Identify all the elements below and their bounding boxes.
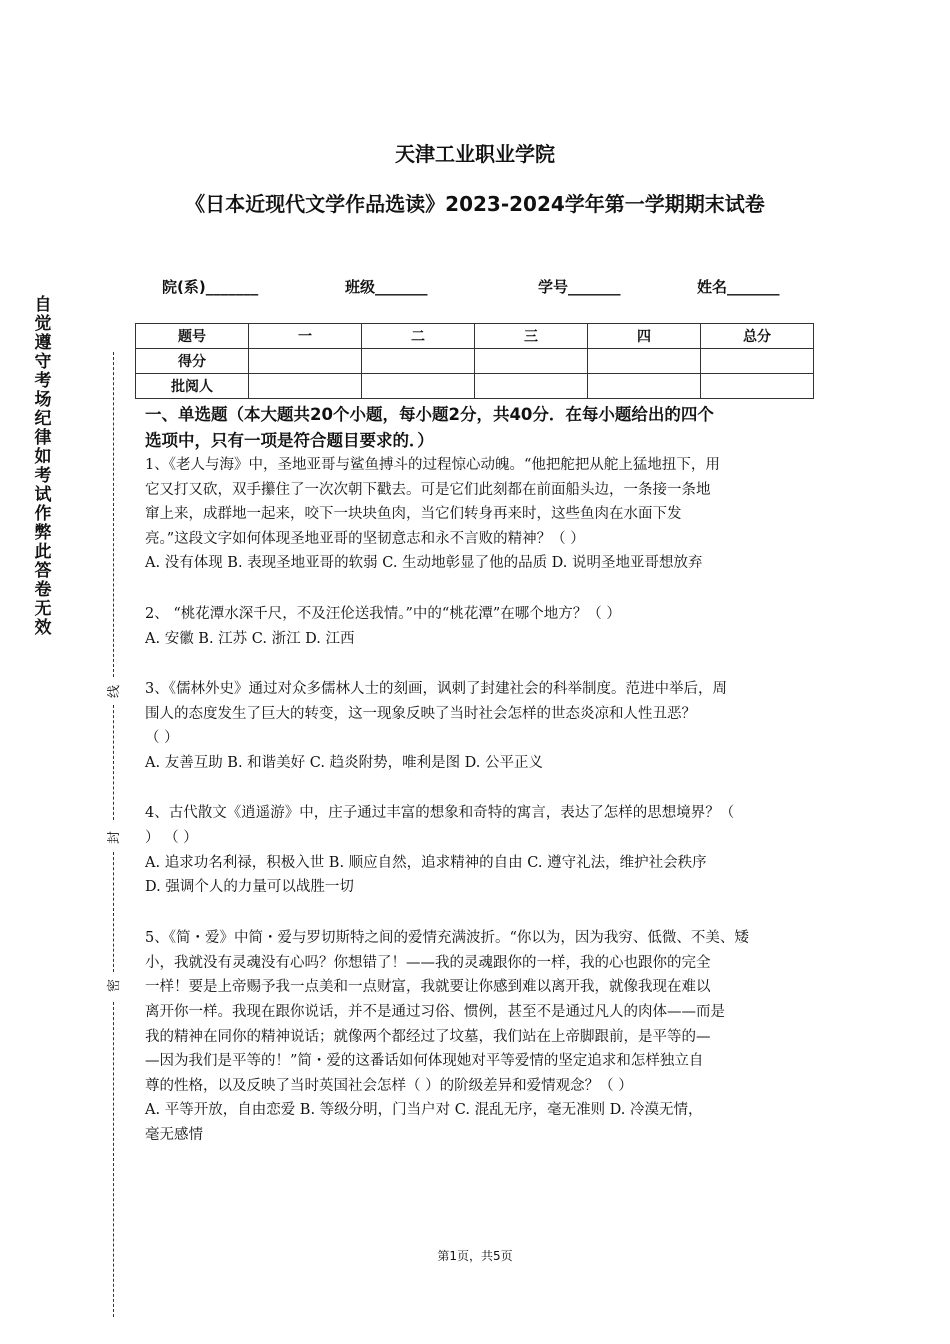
question-5-line: —因为我们是平等的！”简・爱的这番话如何体现她对平等爱情的坚定追求和怎样独立自 [145, 1053, 704, 1069]
exam-discipline-notice: 自觉遵守考场纪律如考试作弊此答卷无效 [34, 295, 52, 638]
question-5-line: 一样！要是上帝赐予我一点美和一点财富，我就要让你感到难以离开我，就像我现在难以 [145, 979, 711, 995]
question-5-line: 毫无感情 [145, 1127, 203, 1143]
section-heading: 一、单选题（本大题共20个小题，每小题2分，共40分．在每小题给出的四个 [145, 405, 714, 424]
question-5-line: 离开你一样。我现在跟你说话，并不是通过习俗、惯例，甚至不是通过凡人的肉体——而是 [145, 1004, 725, 1020]
question-4-line: 4、古代散文《逍遥游》中，庄子通过丰富的想象和奇特的寓言，表达了怎样的思想境界？（ [145, 805, 735, 821]
seal-label-seal: 封 [107, 830, 123, 845]
seal-label-secret: 密 [107, 978, 123, 993]
question-3-line: 围人的态度发生了巨大的转变，这一现象反映了当时社会怎样的世态炎凉和人性丑恶？ [145, 706, 696, 722]
score-cell [475, 349, 588, 374]
table-header-cell: 题号 [136, 324, 249, 349]
binding-line [113, 1002, 114, 1317]
binding-line [113, 852, 114, 972]
question-5-line: 小，我就没有灵魂没有心吗？你想错了！——我的灵魂跟你的一样，我的心也跟你的完全 [145, 955, 711, 971]
exam-title: 《日本近现代文学作品选读》2023-2024学年第一学期期末试卷 [185, 192, 765, 216]
question-5-line: 我的精神在同你的精神说话；就像两个都经过了坟墓，我们站在上帝脚跟前，是平等的— [145, 1029, 711, 1045]
grader-cell [249, 374, 362, 399]
table-header-cell: 总分 [701, 324, 814, 349]
question-2-line: A. 安徽 B. 江苏 C. 浙江 D. 江西 [145, 631, 355, 647]
question-5-line: 5、《简・爱》中简・爱与罗切斯特之间的爱情充满波折。“你以为，因为我穷、低微、不美、矮 [145, 930, 749, 946]
school-name: 天津工业职业学院 [395, 142, 555, 166]
grader-cell [362, 374, 475, 399]
binding-line [113, 352, 114, 677]
score-cell [362, 349, 475, 374]
grader-cell [475, 374, 588, 399]
question-3-line: A. 友善互助 B. 和谐美好 C. 趋炎附势，唯利是图 D. 公平正义 [145, 755, 544, 771]
row-label: 批阅人 [136, 374, 249, 399]
question-3-line: （ ） [145, 730, 179, 746]
score-cell [249, 349, 362, 374]
table-header-cell: 一 [249, 324, 362, 349]
grader-cell [588, 374, 701, 399]
score-cell [588, 349, 701, 374]
grader-cell [701, 374, 814, 399]
question-3-line: 3、《儒林外史》通过对众多儒林人士的刻画，讽刺了封建社会的科举制度。范进中举后，周 [145, 681, 727, 697]
name-field: 姓名_______ [697, 278, 780, 296]
seal-label-line: 线 [107, 684, 123, 699]
class-field: 班级_______ [345, 278, 428, 296]
binding-line [113, 705, 114, 820]
table-row [136, 349, 814, 374]
question-1-line: 亮。”这段文字如何体现圣地亚哥的坚韧意志和永不言败的精神？（ ） [145, 531, 585, 547]
table-row [136, 324, 814, 349]
question-5-line: A. 平等开放，自由恋爱 B. 等级分明，门当户对 C. 混乱无序，毫无准则 D. 冷漠无情， [145, 1102, 703, 1118]
table-header-cell: 四 [588, 324, 701, 349]
row-label: 得分 [136, 349, 249, 374]
section-heading: 选项中，只有一项是符合题目要求的．） [145, 431, 434, 450]
question-2-line: 2、 “桃花潭水深千尺，不及汪伦送我情。”中的“桃花潭”在哪个地方？（ ） [145, 606, 621, 622]
question-4-line: D. 强调个人的力量可以战胜一切 [145, 879, 354, 895]
question-1-line: A. 没有体现 B. 表现圣地亚哥的软弱 C. 生动地彰显了他的品质 D. 说明圣地亚哥想放弃 [145, 555, 703, 571]
question-1-line: 1、《老人与海》中，圣地亚哥与鲨鱼搏斗的过程惊心动魄。“他把舵把从舵上猛地扭下，用 [145, 457, 720, 473]
question-1-line: 窜上来，成群地一起来，咬下一块块鱼肉，当它们转身再来时，这些鱼肉在水面下发 [145, 506, 682, 522]
page-footer: 第1页，共5页 [437, 1249, 513, 1263]
dept-field: 院(系)_______ [162, 278, 259, 296]
table-header-cell: 二 [362, 324, 475, 349]
score-cell [701, 349, 814, 374]
question-4-line: A. 追求功名利禄，积极入世 B. 顺应自然，追求精神的自由 C. 遵守礼法，维护社会秩序 [145, 855, 707, 871]
score-table [135, 323, 814, 399]
question-4-line: ） （ ） [145, 830, 198, 846]
question-1-line: 它又打又砍，双手攥住了一次次朝下戳去。可是它们此刻都在前面船头边，一条接一条地 [145, 482, 711, 498]
table-header-cell: 三 [475, 324, 588, 349]
table-row [136, 374, 814, 399]
student-no-field: 学号_______ [538, 278, 621, 296]
question-5-line: 尊的性格，以及反映了当时英国社会怎样（ ）的阶级差异和爱情观念？（ ） [145, 1078, 633, 1094]
